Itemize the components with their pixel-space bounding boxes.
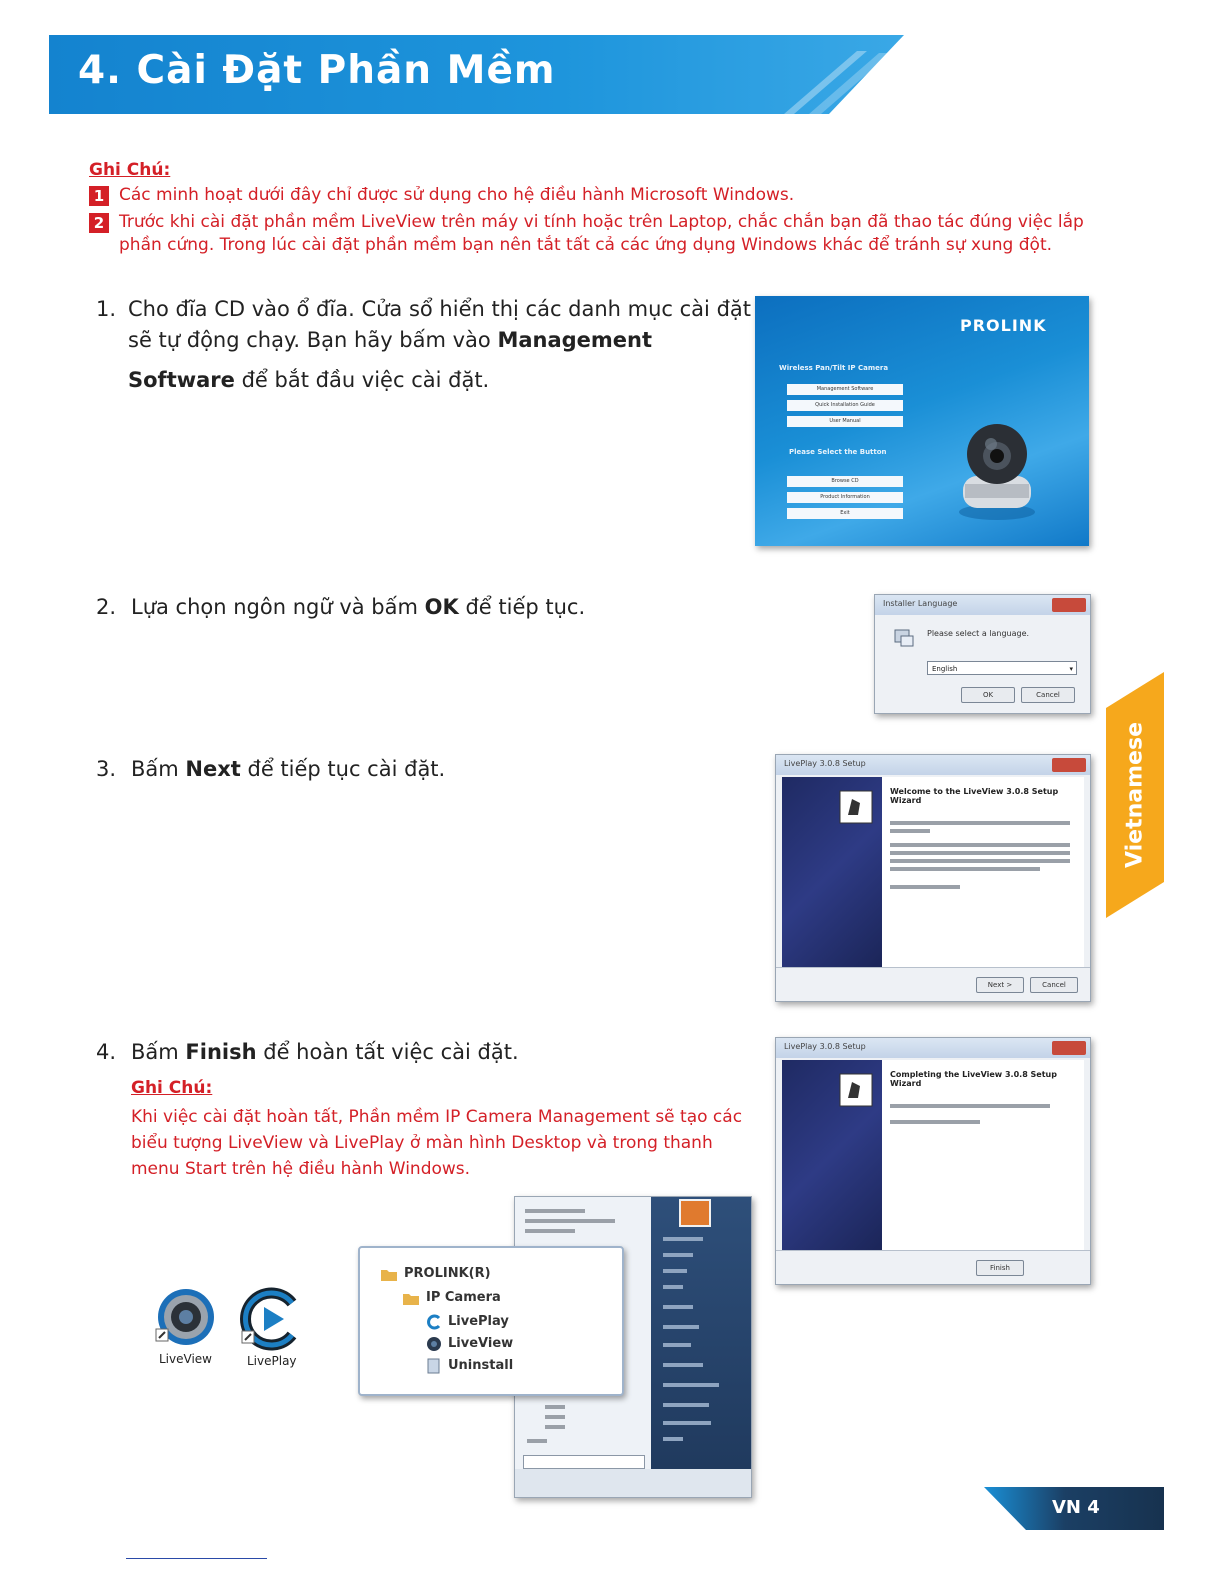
note2-line3: menu Start trên hệ điều hành Windows. — [131, 1159, 471, 1179]
close-icon[interactable] — [1052, 1041, 1086, 1055]
ip-camera-icon — [951, 414, 1043, 524]
language-select[interactable]: English ▾ — [927, 661, 1077, 675]
wizard-side-banner — [782, 777, 882, 967]
liveplay-icon — [426, 1314, 442, 1330]
step-2-number: 2. — [96, 595, 117, 619]
language-prompt: Please select a language. — [927, 629, 1030, 638]
cd-quick-guide-button[interactable]: Quick Installation Guide — [787, 400, 903, 411]
ok-button[interactable]: OK — [961, 687, 1015, 703]
note-number-2: 2 — [89, 213, 109, 233]
liveview-label: LiveView — [159, 1352, 212, 1366]
liveview-icon — [154, 1285, 216, 1351]
setup-welcome-title: LivePlay 3.0.8 Setup — [784, 759, 866, 768]
step-1-line2: sẽ tự động chạy. Bạn hãy bấm vào Management — [128, 328, 653, 352]
folder-prolink[interactable]: PROLINK(R) — [380, 1266, 580, 1284]
cd-management-software-button[interactable]: Management Software — [787, 384, 903, 395]
side-tab-label: Vietnamese — [1122, 722, 1148, 868]
cd-browse-button[interactable]: Browse CD — [787, 476, 903, 487]
prolink-logo: PROLINK — [960, 316, 1047, 335]
note2-line1: Khi việc cài đặt hoàn tất, Phần mềm IP Camera Management sẽ tạo các — [131, 1107, 743, 1127]
cancel-button[interactable]: Cancel — [1021, 687, 1075, 703]
next-button[interactable]: Next > — [976, 977, 1024, 993]
liveplay-label: LivePlay — [247, 1354, 297, 1368]
cd-exit-button[interactable]: Exit — [787, 508, 903, 519]
step-1-line1: Cho đĩa CD vào ổ đĩa. Cửa sổ hiển thị các danh mục cài đặt — [128, 297, 751, 321]
start-menu-folder-zoom — [358, 1246, 624, 1396]
step-3-text: Bấm Next để tiếp tục cài đặt. — [131, 757, 446, 781]
finish-button[interactable]: Finish — [976, 1260, 1024, 1276]
step-1-number: 1. — [96, 297, 117, 321]
installer-icon — [893, 627, 915, 649]
menu-item-liveview[interactable]: LiveView — [426, 1336, 586, 1354]
setup-icon — [838, 789, 874, 825]
folder-icon — [402, 1290, 420, 1306]
desktop-icon-liveview[interactable] — [154, 1285, 216, 1369]
step-2-text: Lựa chọn ngôn ngữ và bấm OK để tiếp tục. — [131, 595, 586, 619]
page-title: 4. Cài Đặt Phần Mềm — [78, 48, 556, 93]
note2-line2: biểu tượng LiveView và LivePlay ở màn hình Desktop và trong thanh — [131, 1133, 713, 1153]
folder-ip-camera[interactable]: IP Camera — [402, 1290, 582, 1308]
wizard-side-banner — [782, 1060, 882, 1250]
setup-finish-title: LivePlay 3.0.8 Setup — [784, 1042, 866, 1051]
setup-finish-heading: Completing the LiveView 3.0.8 Setup Wizard — [890, 1070, 1057, 1088]
note2-heading: Ghi Chú: — [131, 1078, 213, 1098]
note-text-2a: Trước khi cài đặt phần mềm LiveView trên máy vi tính hoặc trên Laptop, chắc chắn bạn đã thao tác đúng việc lắp — [119, 212, 1084, 232]
close-icon[interactable] — [1052, 598, 1086, 612]
uninstall-icon — [426, 1358, 442, 1374]
step-3-number: 3. — [96, 757, 117, 781]
folder-icon — [380, 1266, 398, 1282]
cd-user-manual-button[interactable]: User Manual — [787, 416, 903, 427]
menu-item-uninstall[interactable]: Uninstall — [426, 1358, 586, 1376]
cd-autorun-screenshot — [755, 296, 1089, 546]
cd-product-info-button[interactable]: Product Information — [787, 492, 903, 503]
cd-product-name: Wireless Pan/Tilt IP Camera — [779, 364, 889, 372]
note-heading: Ghi Chú: — [89, 160, 171, 180]
note-number-1: 1 — [89, 186, 109, 206]
step-4-text: Bấm Finish để hoàn tất việc cài đặt. — [131, 1040, 519, 1064]
language-dialog-screenshot — [874, 594, 1091, 714]
setup-welcome-heading: Welcome to the LiveView 3.0.8 Setup Wizard — [890, 787, 1059, 805]
page-number: VN 4 — [1052, 1497, 1100, 1518]
close-icon[interactable] — [1052, 758, 1086, 772]
liveview-icon — [426, 1336, 442, 1352]
chevron-down-icon: ▾ — [1069, 665, 1073, 673]
step-4-number: 4. — [96, 1040, 117, 1064]
note-text-1: Các minh hoạt dưới đây chỉ được sử dụng cho hệ điều hành Microsoft Windows. — [119, 185, 795, 205]
step-1-line3: Software để bắt đầu việc cài đặt. — [128, 368, 490, 392]
footer-divider — [126, 1558, 267, 1559]
cancel-button[interactable]: Cancel — [1030, 977, 1078, 993]
desktop-icon-liveplay[interactable] — [240, 1287, 302, 1371]
setup-icon — [838, 1072, 874, 1108]
note-text-2b: phần cứng. Trong lúc cài đặt phần mềm bạn nên tắt tất cả các ứng dụng Windows khác để tránh sự xung đột. — [119, 235, 1053, 255]
user-picture — [679, 1199, 711, 1227]
setup-finish-screenshot — [775, 1037, 1091, 1285]
language-dialog-title: Installer Language — [883, 599, 958, 608]
start-search-input[interactable] — [523, 1455, 645, 1469]
setup-welcome-screenshot — [775, 754, 1091, 1002]
liveplay-icon — [240, 1287, 302, 1353]
cd-prompt: Please Select the Button — [789, 448, 887, 456]
menu-item-liveplay[interactable]: LivePlay — [426, 1314, 586, 1332]
